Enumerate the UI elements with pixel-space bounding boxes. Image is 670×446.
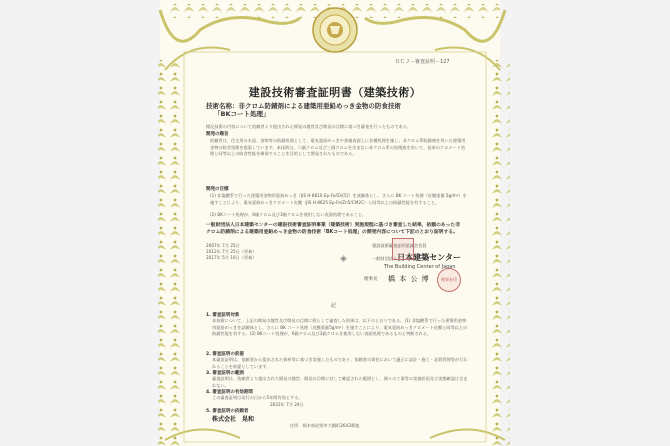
product-name: 「BKコート処理」 — [214, 110, 270, 118]
technology-label: 技術名称： — [206, 102, 239, 110]
issuer-org-english: The Building Center of Japan — [384, 264, 456, 270]
section1-body: 依頼者は、住宅用の木造、金物等の防錆処理として、電気亜鉛めっきや金属表面上に各種処理を施し、非クロム系防錆剤を用いた建築用金物の防食処理を提案しています。本技術は、六価クロム及び三価クロムを含まない非クロム系の処理液を用いて、従来のクロメート処理と同等以上の防食性能を確保することを目的として開発されたものである。 — [210, 138, 466, 157]
right-border-vine — [488, 60, 510, 446]
certificate-title: 建設技術審査証明書（建築技術） — [248, 86, 422, 99]
left-border-vine — [158, 60, 180, 446]
note2-body: 本審査証明は、依頼者から提出された資料等に基づき実施したものであり、依頼者の責任において適正に設計・施工・品質管理等が行われることを前提としています。 — [212, 357, 468, 369]
technology-title: 非クロム防錆剤による建築用亜鉛めっき金物の防食技術 — [238, 102, 401, 110]
section2-item-1: (1) 非塩酸系で行った建築用金物用亜鉛めっき（JIS H 8610 Ep-Fe/Zn[5]）を試験体とし、さらに BK コート処理（皮膜重量 5g/m²）を施すことにより、電気亜鉛めっきクロメート皮膜（JIS H 8625 Ep-Fe/Zn5/CM2C）と同等以上の防錆性能を有すること。 — [210, 193, 467, 205]
client-name: 株式会社 晃和 — [212, 416, 255, 423]
validity-date: 2022年 7月 24日 — [270, 402, 304, 407]
conclusion-paragraph: 一般財団法人日本建築センターの建設技術審査証明事業（建築技術）実施規程に基づき審査した結果、依頼のあった非クロム防錆剤による建築用亜鉛めっき金物の防食技術「BKコート処理」の開発内容について下記のとおり証明する。 — [206, 223, 461, 235]
client-address: 住所 栃木県佐野市大橋町2643番地 — [290, 423, 360, 428]
note4-body: この審査証明は発行の日から5年間有効とする。 — [212, 395, 303, 400]
section2-heading: 開発の目標 — [206, 187, 229, 192]
section2-item-2: (2) BKコート処理が、6価クロム及び3価クロムを使用しない表面処理であること。 — [210, 212, 367, 217]
issue-dates — [206, 243, 257, 261]
note1-title: 1. 審査証明対象 — [206, 313, 240, 318]
issuer-org-name: 日本建築センター — [397, 253, 461, 262]
logo-icon: ◈ — [340, 254, 347, 264]
council-member-line: 建設技術審査証明協議会会員 — [372, 243, 427, 248]
intro-paragraph: 標記技術の内容について依頼者より提出された開発の趣旨及び開発の目標に基づき審査を行ったものである。 — [206, 124, 412, 129]
ki-marker: 記 — [331, 303, 337, 309]
note1-body: 本技術について、上記の開発の趣旨及び開発の目標に照らして審査した結果は、以下のとおりである。(1) 非塩酸系で行った建築用金物用亜鉛めっきを試験体とし、さらに BK コート処理（皮膜重量5g/m²）を施すことにより、電気亜鉛めっきクロメート皮膜と同等以上の防錆性能を有する。(2) BKコート処理が、6価クロム及び3価クロムを使用しない表面処理であるものと判断される。 — [212, 318, 468, 337]
note2-title: 2. 審査証明の前提 — [206, 352, 244, 357]
note3-title: 3. 審査証明の範囲 — [206, 371, 244, 376]
emblem-seal — [313, 8, 357, 52]
issuer-org-prefix: 一般財団法人 — [372, 256, 398, 261]
corporate-seal-stamp — [392, 238, 414, 260]
issuer-person: 橋 本 公 博 — [388, 275, 430, 283]
issuer-role: 理事長 — [364, 277, 378, 282]
issuer-org — [372, 252, 461, 263]
renewal-date-2: 2017年 5月 16日（更新） — [206, 255, 257, 260]
document-number: ＢＣＪ－審査証明－127 — [395, 59, 450, 65]
note3-body: 審査証明は、依頼者より提出された開発の趣旨、開発の目標に対して確認された範囲とし、個々の工事等の実施状況及び実態確認は含まれない。 — [212, 376, 468, 388]
issue-date: 2007年 7月 25日 — [206, 243, 240, 248]
section1-heading: 開発の趣旨 — [206, 132, 229, 137]
president-seal-stamp: 理事長印 — [437, 268, 461, 292]
note4-title: 4. 審査証明の有効期間 — [206, 390, 253, 395]
renewal-date-1: 2012年 7月 25日（更新） — [206, 249, 257, 254]
note5-title: 5. 審査証明の依頼者 — [206, 409, 249, 414]
